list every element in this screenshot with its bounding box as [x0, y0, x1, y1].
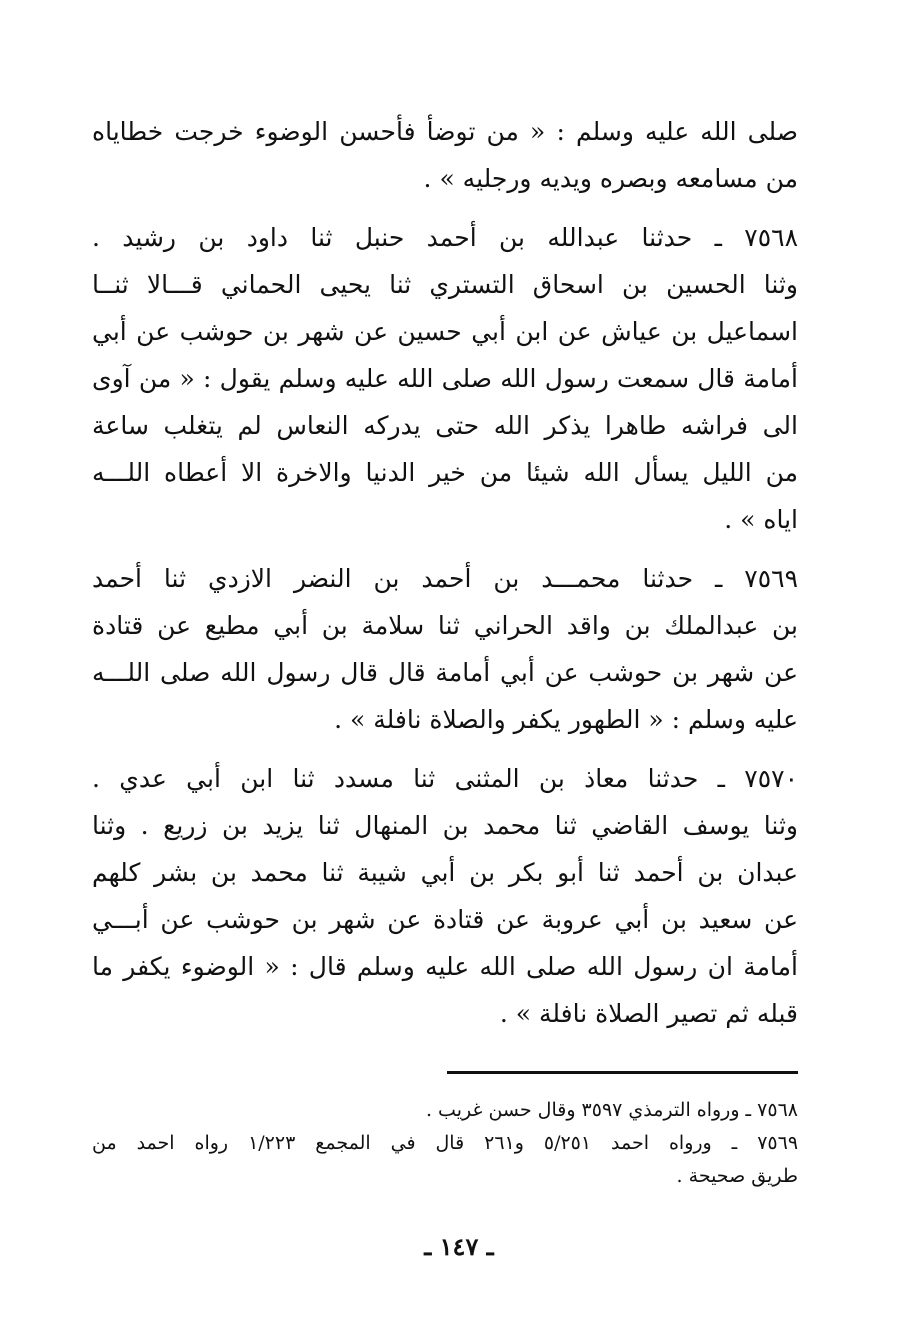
- footnote-line: ٧٥٦٨ ـ ورواه الترمذي ٣٥٩٧ وقال حسن غريب .: [425, 1099, 798, 1121]
- text-line: وثنا يوسف القاضي ثنا محمد بن المنهال ثنا يزيد بن زريع . وثنا: [92, 811, 798, 840]
- text-line: أمامة ان رسول الله صلى الله عليه وسلم قال : « الوضوء يكفر ما: [92, 952, 798, 981]
- paragraph-continuation: [92, 108, 798, 202]
- text-line: من الليل يسأل الله شيئا من خير الدنيا والاخرة الا أعطاه اللـــه: [92, 458, 798, 487]
- text-line: ٧٥٦٩ ـ حدثنا محمـــد بن أحمد بن النضر الازدي ثنا أحمد: [92, 564, 798, 593]
- text-line: عليه وسلم : « الطهور يكفر والصلاة نافلة » .: [334, 705, 798, 734]
- footnote-7569: [92, 1127, 798, 1193]
- hadith-7570: [92, 755, 798, 1037]
- text-line: أمامة قال سمعت رسول الله صلى الله عليه وسلم يقول : « من آوى: [92, 364, 798, 393]
- text-line: عن سعيد بن أبي عروبة عن قتادة عن شهر بن حوشب عن أبـــي: [92, 905, 798, 934]
- text-line: الى فراشه طاهرا يذكر الله حتى يدركه النعاس لم يتغلب ساعة: [92, 411, 798, 440]
- text-line: بن عبدالملك بن واقد الحراني ثنا سلامة بن أبي مطيع عن قتادة: [92, 611, 798, 640]
- text-line: عبدان بن أحمد ثنا أبو بكر بن أبي شيبة ثنا محمد بن بشر كلهم: [92, 858, 798, 887]
- text-line: صلى الله عليه وسلم : « من توضأ فأحسن الوضوء خرجت خطاياه: [92, 117, 798, 146]
- main-text: [92, 108, 798, 1049]
- text-line: من مسامعه وبصره ويديه ورجليه » .: [423, 164, 798, 193]
- footnote-line: ٧٥٦٩ ـ ورواه احمد ٥/٢٥١ و٢٦١ قال في المجمع ١/٢٢٣ رواه احمد من: [92, 1132, 799, 1154]
- text-line: ٧٥٦٨ ـ حدثنا عبدالله بن أحمد حنبل ثنا داود بن رشيد .: [92, 223, 798, 252]
- footnote-line: طريق صحيحة .: [676, 1165, 798, 1187]
- hadith-7569: [92, 555, 798, 743]
- text-line: عن شهر بن حوشب عن أبي أمامة قال قال رسول الله صلى اللـــه: [92, 658, 798, 687]
- page-number: ـ ١٤٧ ـ: [424, 1232, 494, 1261]
- text-line: اسماعيل بن عياش عن ابن أبي حسين عن شهر بن حوشب عن أبي: [92, 317, 798, 346]
- hadith-7568: [92, 214, 798, 543]
- text-line: اياه » .: [724, 505, 798, 534]
- text-line: قبله ثم تصير الصلاة نافلة » .: [499, 999, 798, 1028]
- footnote-divider: [447, 1071, 798, 1074]
- footnote-7568: [92, 1094, 798, 1127]
- footnotes: [92, 1094, 798, 1193]
- text-line: ٧٥٧٠ ـ حدثنا معاذ بن المثنى ثنا مسدد ثنا ابن أبي عدي .: [92, 764, 798, 793]
- text-line: وثنا الحسين بن اسحاق التستري ثنا يحيى الحماني قـــالا ثنــا: [92, 270, 798, 299]
